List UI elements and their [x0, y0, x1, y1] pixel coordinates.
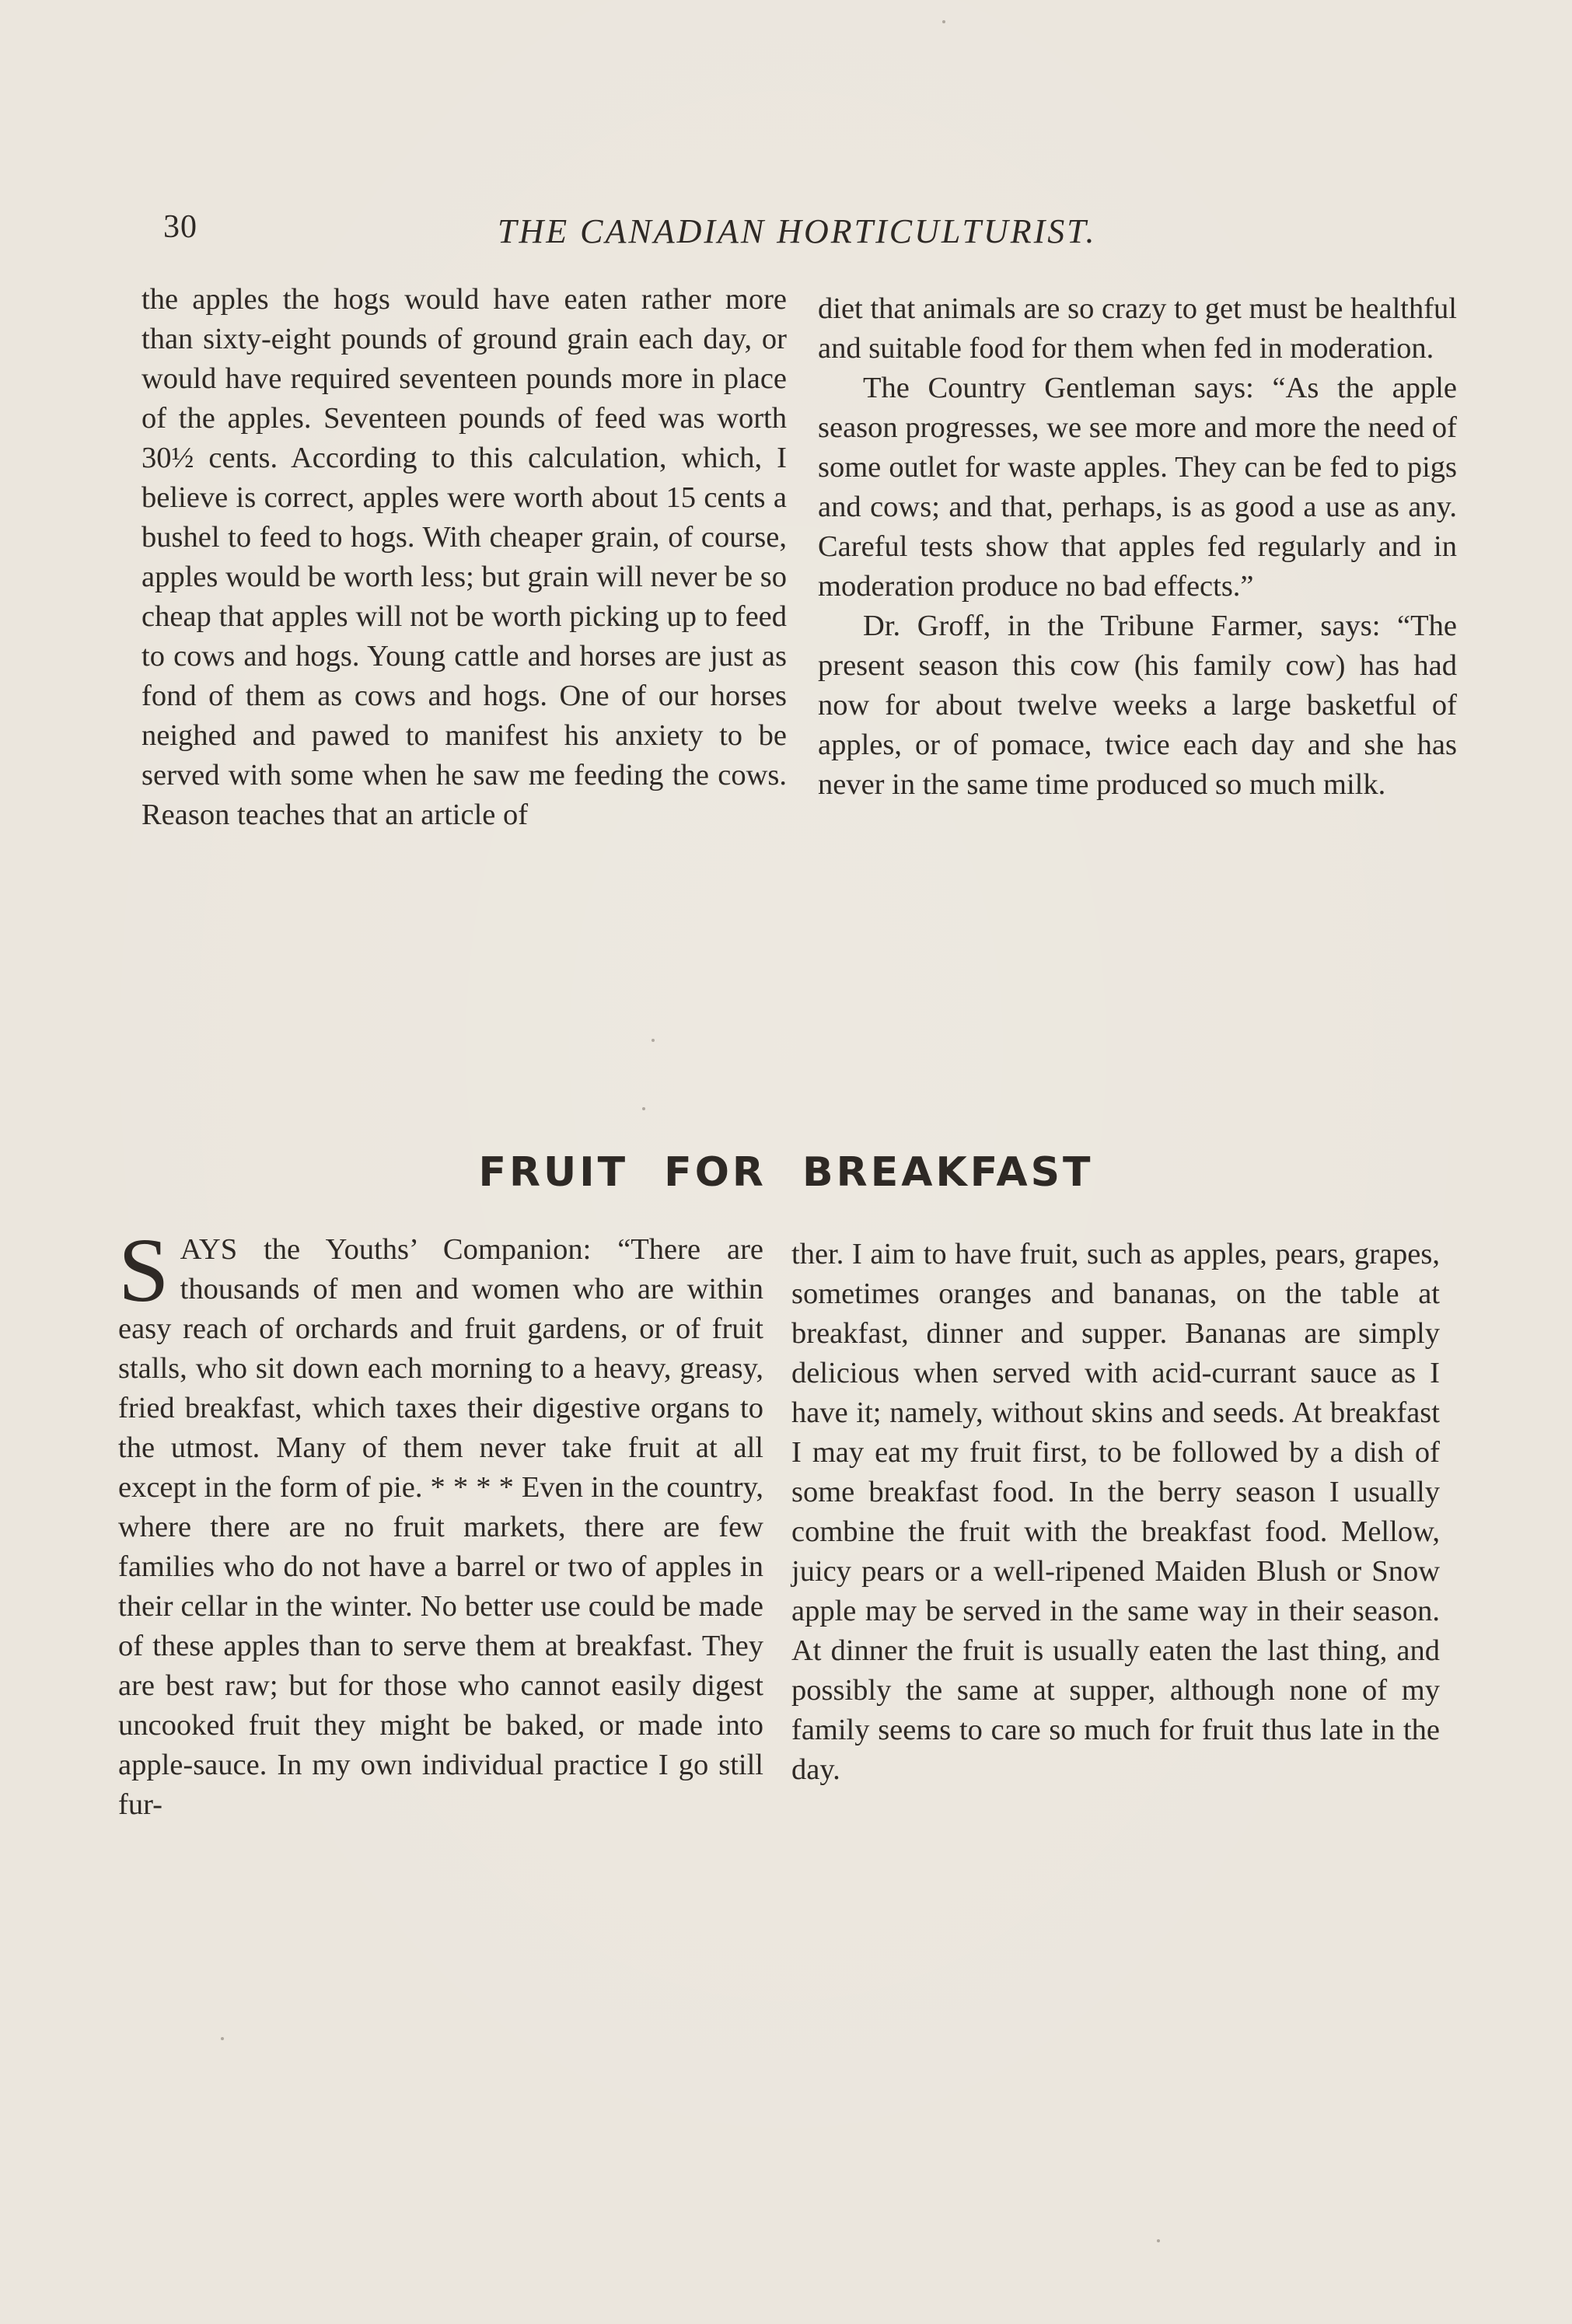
- article-paragraph-start: [118, 1219, 763, 1825]
- paper-speck: [642, 1107, 645, 1110]
- country-gentleman-paragraph: The Country Gentleman says: “As the apple season progresses, we see more and more the need of some outlet for waste apples. They can be fed to pigs and cows; and that, perhaps, is as good a use as any. Careful tests show that apples fed regularly and in moderation produce no bad effects.”: [818, 372, 1457, 603]
- paper-speck: [652, 1039, 655, 1042]
- article-left-column: [118, 1219, 763, 1825]
- top-right-column: [818, 289, 1457, 805]
- article-right-column: [791, 1235, 1440, 1790]
- continued-paragraph: diet that animals are so crazy to get must be healthful and suitable food for them when fed in moderation.: [818, 292, 1457, 365]
- dr-groff-paragraph: Dr. Groff, in the Tribune Farmer, says: “The present season this cow (his family cow) has had now for about twelve weeks a large basketful of apples, or of pomace, twice each day and she has never in the same time produced so much milk.: [818, 610, 1457, 801]
- article-heading: FRUIT FOR BREAKFAST: [478, 1149, 1094, 1196]
- article-left-text: AYS the Youths’ Companion: “There are thousands of men and women who are within easy reach of orchards and fruit gardens, or of fruit stalls, who sit down each morning to a heavy, greasy, fried breakfast, which taxes their digestive organs to the utmost. Many of them never take fruit at all except in the form of pie. * * * * Even in the country, where there are no fruit markets, there are few families who do not have a barrel or two of apples in their cellar in the winter. No better use could be made of these apples than to serve them at breakfast. They are best raw; but for those who cannot easily digest uncooked fruit they might be baked, or made into apple-sauce. In my own individual practice I go still fur-: [118, 1233, 763, 1821]
- paper-speck: [1157, 2239, 1160, 2242]
- article-right-text: ther. I aim to have fruit, such as apples, pears, grapes, sometimes oranges and bananas, on the table at breakfast, dinner and supper. Bananas are simply delicious when served with acid-currant sauce as I have it; namely, without skins and seeds. At breakfast I may eat my fruit first, to be followed by a dish of some breakfast food. In the berry season I usually combine the fruit with the breakfast food. Mellow, juicy pears or a well-ripened Maiden Blush or Snow apple may be served in the same way in their season. At dinner the fruit is usually eaten the last thing, and possibly the same at supper, although none of my family seems to care so much for fruit thus late in the day.: [791, 1238, 1440, 1786]
- continued-paragraph: the apples the hogs would have eaten rather more than sixty-eight pounds of ground grain each day, or would have required seventeen pounds more in place of the apples. Seventeen pounds of feed was worth 30½ cents. According to this calculation, which, I believe is correct, apples were worth about 15 cents a bushel to feed to hogs. With cheaper grain, of course, apples would be worth less; but grain will never be so cheap that apples will not be worth picking up to feed to cows and hogs. Young cattle and horses are just as fond of them as cows and hogs. One of our horses neighed and pawed to manifest his anxiety to be served with some when he saw me feeding the cows. Reason teaches that an article of: [141, 283, 787, 831]
- journal-title: THE CANADIAN HORTICULTURIST.: [498, 212, 1097, 250]
- paper-speck: [942, 20, 945, 23]
- running-head: [0, 208, 1572, 263]
- drop-cap: S: [118, 1219, 169, 1321]
- paper-speck: [221, 2037, 224, 2040]
- top-left-column: [141, 280, 787, 835]
- page-number: 30: [163, 209, 197, 245]
